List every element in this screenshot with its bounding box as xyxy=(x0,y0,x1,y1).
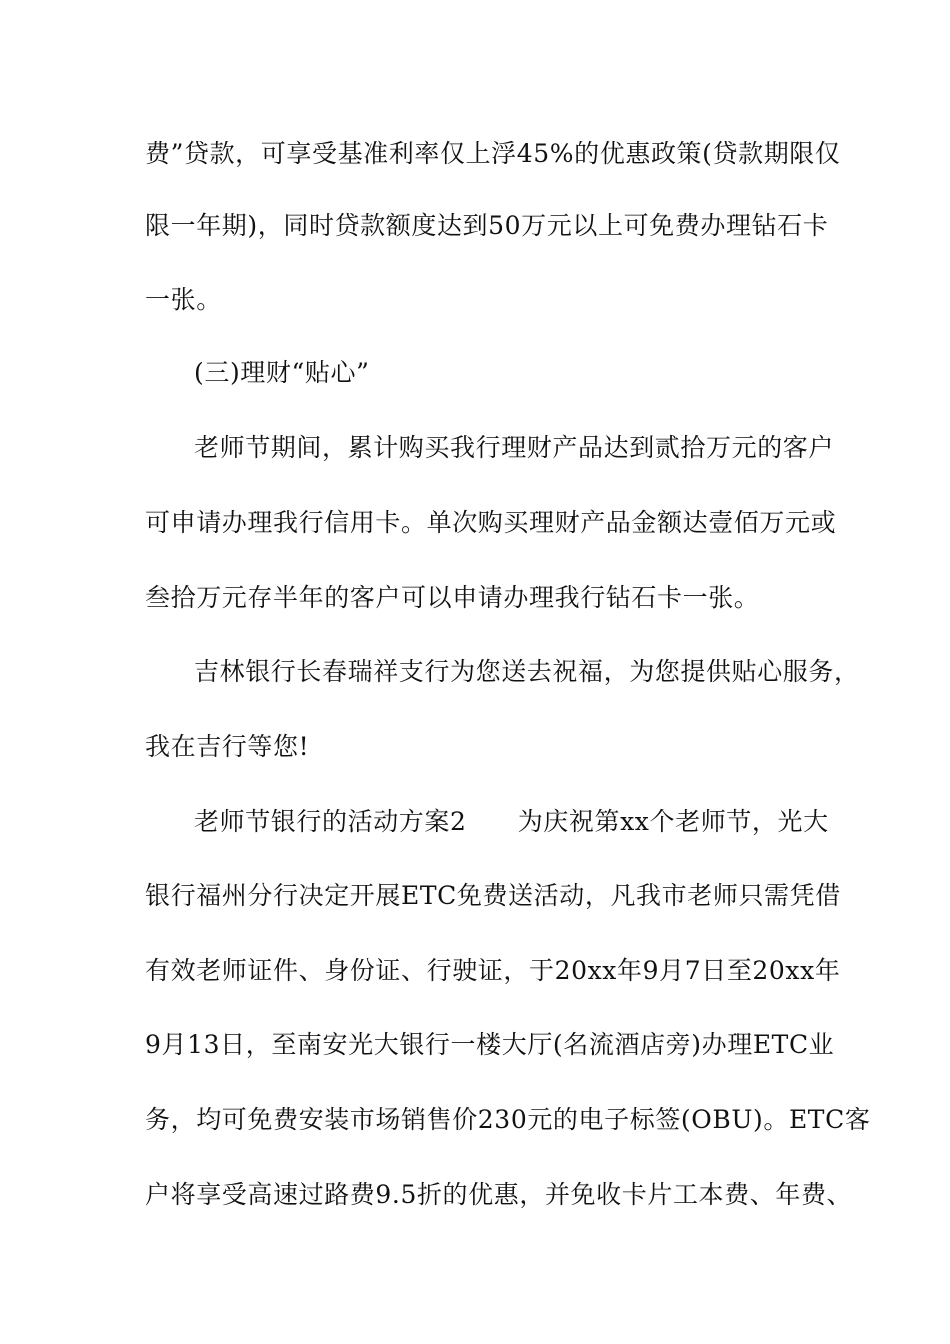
text-line-11: 银行福州分行决定开展ETC免费送活动，凡我市老师只需凭借 xyxy=(145,881,841,910)
text-line-7: 叁拾万元存半年的客户可以申请办理我行钻石卡一张。 xyxy=(145,583,760,612)
text-line-15: 户将享受高速过路费9.5折的优惠，并免收卡片工本费、年费、 xyxy=(145,1180,853,1209)
text-line-9: 我在吉行等您! xyxy=(145,732,310,761)
text-line-6: 可申请办理我行信用卡。单次购买理财产品金额达壹佰万元或 xyxy=(145,508,837,537)
text-line-13: 9月13日，至南安光大银行一楼大厅(名流酒店旁)办理ETC业 xyxy=(145,1030,835,1059)
text-line-3: 一张。 xyxy=(145,285,222,314)
text-line-2: 限一年期)，同时贷款额度达到50万元以上可免费办理钻石卡 xyxy=(145,211,829,240)
text-line-5: 老师节期间，累计购买我行理财产品达到贰拾万元的客户 xyxy=(194,433,835,462)
text-line-14: 务，均可免费安装市场销售价230元的电子标签(OBU)。ETC客 xyxy=(145,1105,871,1134)
section-heading: (三)理财“贴心” xyxy=(194,358,370,387)
text-line-1: 费”贷款，可享受基准利率仅上浮45%的优惠政策(贷款期限仅 xyxy=(145,139,841,168)
text-line-12: 有效老师证件、身份证、行驶证，于20xx年9月7日至20xx年 xyxy=(145,956,841,985)
text-line-10: 老师节银行的活动方案2 为庆祝第xx个老师节，光大 xyxy=(194,807,829,836)
text-line-8: 吉林银行长春瑞祥支行为您送去祝福，为您提供贴心服务， xyxy=(194,657,860,686)
